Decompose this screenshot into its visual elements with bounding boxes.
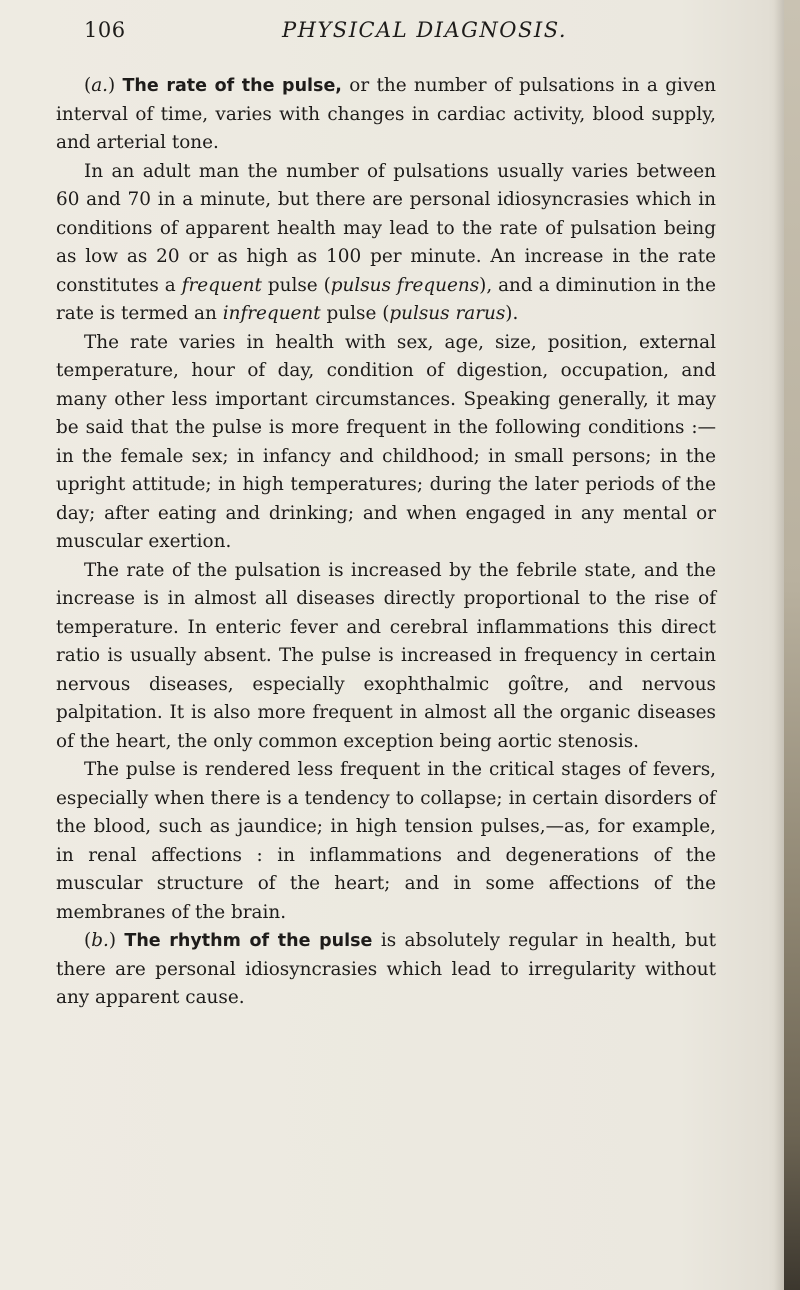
page-number: 106 [84,18,126,42]
paragraph-rate-definition: (a.) The rate of the pulse, or the number of pulsations in a given interval of time, varies with changes in cardiac activity, blood supply, and arterial tone. [56,75,716,153]
paragraph-rhythm: (b.) The rhythm of the pulse is absolutely regular in health, but there are personal idiosyncrasies which lead to irregularity without any apparent cause. [56,930,716,1008]
paragraph-less-frequent: The pulse is rendered less frequent in the critical stages of fevers, especially when there is a tendency to collapse; in certain disorders of the blood, such as jaundice; in high tension pulses,—as, for example, in renal affections : in inflammations and degenerations of the muscular structure of the heart; and in some affections of the membranes of the brain. [56,759,716,923]
section-heading-rate: The rate of the pulse, [122,76,342,96]
paragraph-text: pulse ( [326,303,390,324]
paragraph-health-variation: The rate varies in health with sex, age, size, position, external temperature, hour of day, condition of digestion, occupation, and many other less important circumstances. Speaking generally, it may be said that the pulse is more frequent in the following conditions :—in the female sex; in infancy and childhood; in small persons; in the upright attitude; in high temperatures; during the later periods of the day; after eating and drinking; and when engaged in any mental or muscular exertion. [56,331,716,552]
paragraph-text: In an adult man the number of pulsations usually varies between 60 and 70 in a minute, but there are personal idiosyncrasies which in conditions of apparent health may lead to the rate of pulsation being as low as 20 or as high as 100 per minute. An increase in the rate constitutes a [56,160,716,296]
paragraph-text: ). [505,303,519,324]
term-infrequent: infrequent [222,303,321,324]
running-title: PHYSICAL DIAGNOSIS. [282,18,568,42]
page-edge [784,0,800,1290]
paragraph-label: b. [91,930,109,951]
page-edge-shadow [774,0,784,1290]
section-heading-rhythm: The rhythm of the pulse [124,931,373,951]
paragraph-text: ), and a diminution in the rate is termed an [56,274,716,324]
body-text [56,72,716,1013]
paragraph-text: is absolutely regular in health, but there are personal idiosyncrasies which lead to irregularity without any apparent cause. [56,930,716,1008]
paragraph-adult-rate [56,158,716,329]
paragraph-text: or the number of pulsations in a given interval of time, varies with changes in cardiac activity, blood supply, and arterial tone. [56,75,716,153]
paragraph-text: pulse ( [267,274,331,296]
term-frequent: frequent [181,274,262,296]
paragraph-label: a. [91,75,108,96]
paragraph-febrile-increase: The rate of the pulsation is increased by the febrile state, and the increase is in almost all diseases directly proportional to the rise of temperature. In enteric fever and cerebral inflammations this direct ratio is usually absent. The pulse is increased in frequency in certain nervous diseases, especially exophthalmic goître, and nervous palpitation. It is also more frequent in almost all the organic diseases of the heart, the only common exception being aortic stenosis. [56,559,716,752]
latin-term-frequens: pulsus frequens [330,274,480,296]
running-head [84,18,744,48]
latin-term-rarus: pulsus rarus [389,303,506,324]
